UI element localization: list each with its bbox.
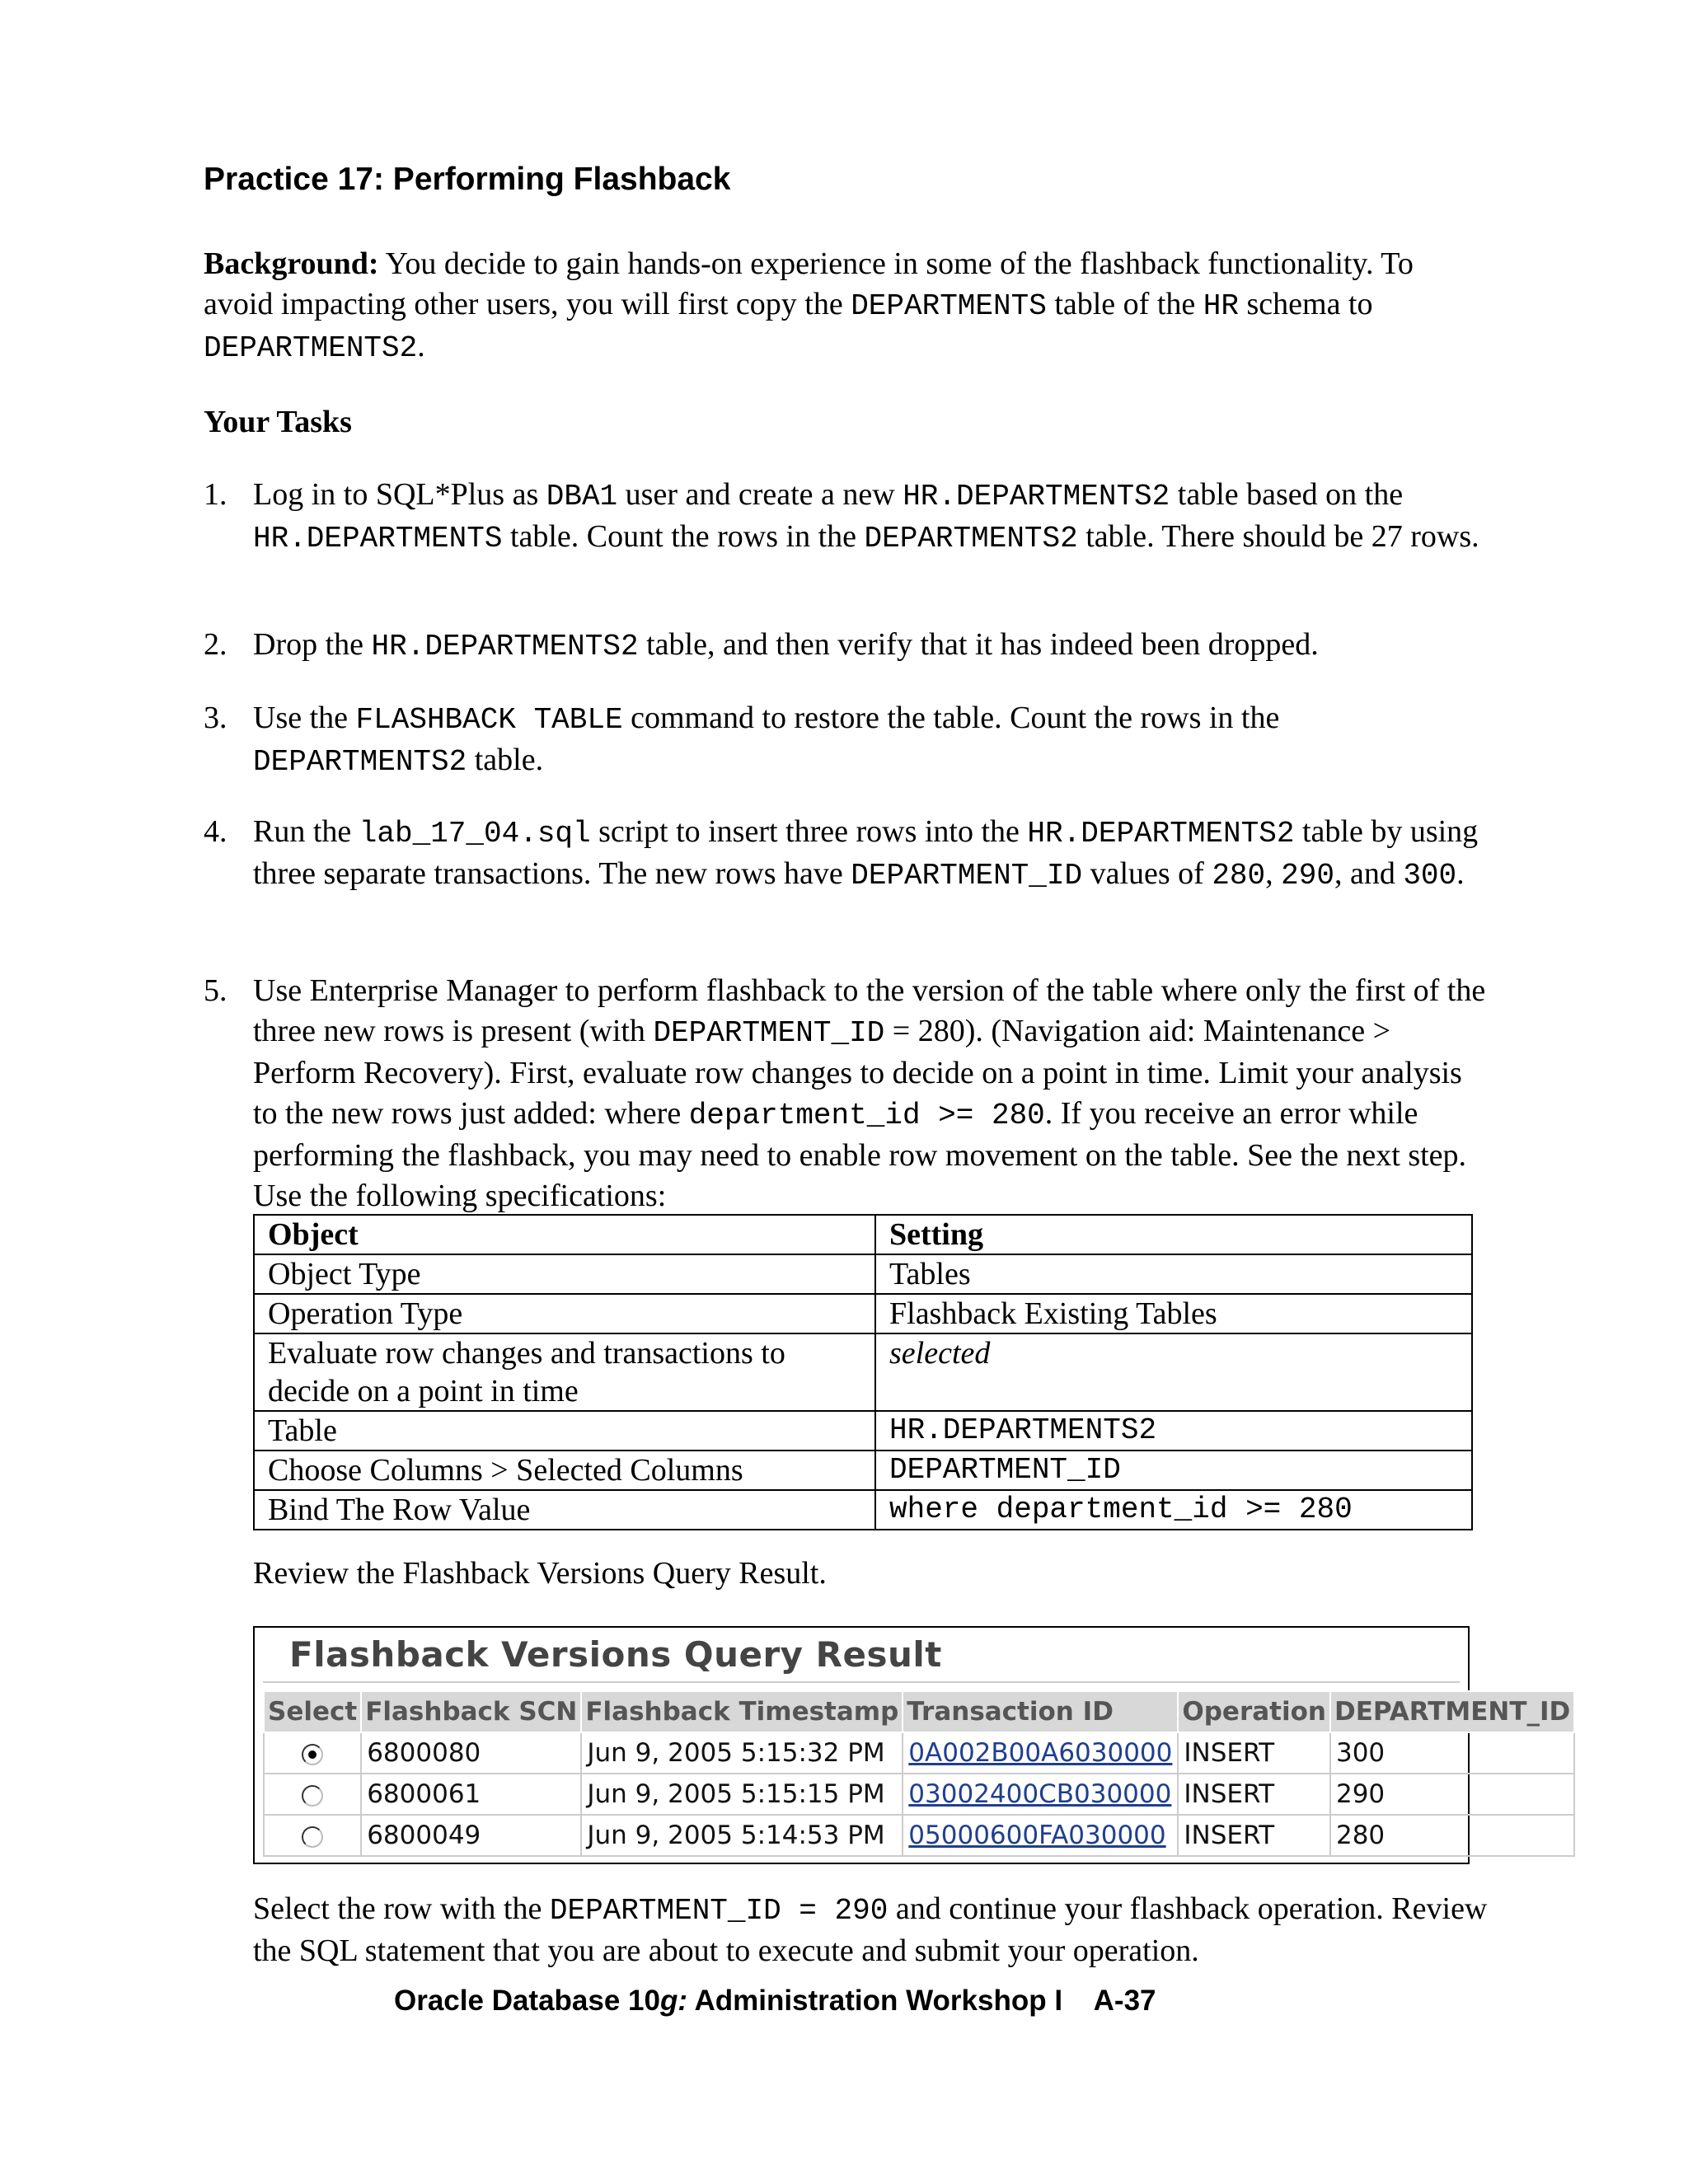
footer-text: Administration Workshop I A-37 — [687, 1985, 1156, 2017]
footer-text: Oracle Database 10 — [394, 1985, 660, 2017]
spec-header-setting: Setting — [875, 1215, 1472, 1254]
fvq-select-cell — [264, 1815, 361, 1856]
task-code: DEPARTMENT_ID — [851, 859, 1083, 893]
task-code: DBA1 — [546, 480, 618, 513]
fvq-divider — [263, 1681, 1460, 1683]
task-code: DEPARTMENT_ID — [653, 1016, 885, 1050]
tasks-heading: Your Tasks — [204, 405, 352, 439]
fvq-scn: 6800061 — [361, 1774, 581, 1815]
spec-object: Evaluate row changes and transactions to decide on a point in time — [254, 1333, 875, 1411]
code-departments: DEPARTMENTS — [851, 289, 1047, 323]
fvq-table — [263, 1690, 1575, 1857]
specifications-table — [253, 1214, 1473, 1530]
task-text: table, and then verify that it has indeed been dropped. — [638, 627, 1319, 662]
background-label: Background: — [204, 246, 379, 281]
page-title: Practice 17: Performing Flashback — [204, 162, 731, 197]
task-text: user and create a new — [617, 477, 903, 512]
fvq-scn: 6800049 — [361, 1815, 581, 1856]
fvq-col-department-id: DEPARTMENT_ID — [1330, 1691, 1574, 1732]
spec-object: Object Type — [254, 1254, 875, 1294]
task-text: values of — [1082, 856, 1212, 891]
task-number: 4. — [204, 814, 227, 849]
task-text: Log in to SQL*Plus as — [253, 477, 546, 512]
closing-paragraph — [253, 1889, 1489, 1971]
task-text: Use Enterprise Manager to perform flashback to the version of the table where only the first of the three new rows is present (with — [253, 973, 1486, 1048]
spec-header-row — [254, 1215, 1472, 1254]
spec-object: Choose Columns > Selected Columns — [254, 1451, 875, 1490]
code-departments2: DEPARTMENTS2 — [204, 331, 418, 365]
fvq-col-transaction: Transaction ID — [903, 1691, 1178, 1732]
closing-text: Select the row with the — [253, 1891, 550, 1926]
task-code: department_id >= 280 — [688, 1099, 1045, 1132]
fvq-operation: INSERT — [1178, 1815, 1330, 1856]
fvq-title: Flashback Versions Query Result — [289, 1634, 942, 1675]
task-code: 290 — [1281, 859, 1334, 893]
review-text: Review the Flashback Versions Query Result. — [253, 1556, 827, 1591]
task-body — [253, 971, 1489, 1216]
transaction-id-link[interactable]: 05000600FA030000 — [908, 1821, 1166, 1850]
fvq-department-id: 300 — [1330, 1732, 1574, 1774]
spec-setting: selected — [875, 1333, 1472, 1411]
fvq-operation: INSERT — [1178, 1774, 1330, 1815]
background-text: You decide to gain hands-on experience in some of the flashback functionality. To avoid impacting other users, you will first copy the — [204, 246, 1414, 321]
task-text: = 280). (Navigation aid: Maintenance > Perform Recovery). First, evaluate row changes to decide on a point in time. Limit your analysis to the new rows just added: where — [253, 1014, 1462, 1131]
page-footer — [394, 1985, 1156, 2018]
task-text: , and — [1334, 856, 1404, 891]
task-text: . If you receive an error while performing the flashback, you may need to enable row movement on the table. See the next step. Use the following specifications: — [253, 1096, 1467, 1213]
task-text: command to restore the table. Count the rows in the — [622, 701, 1280, 735]
task-code: HR.DEPARTMENTS2 — [903, 480, 1170, 513]
task-code: HR.DEPARTMENTS — [253, 522, 503, 555]
row-select-radio[interactable] — [302, 1785, 323, 1807]
spec-object: Table — [254, 1411, 875, 1451]
task-text: Use the — [253, 701, 356, 735]
spec-header-object: Object — [254, 1215, 875, 1254]
task-body — [253, 812, 1489, 896]
task-text: table by using three separate transactions. The new rows have — [253, 814, 1479, 891]
fvq-transaction-cell — [903, 1815, 1178, 1856]
fvq-row — [264, 1774, 1574, 1815]
row-select-radio[interactable] — [302, 1826, 323, 1848]
spec-setting: Tables — [875, 1254, 1472, 1294]
fvq-col-scn: Flashback SCN — [361, 1691, 581, 1732]
task-code: HR.DEPARTMENTS2 — [371, 630, 639, 663]
background-text: table of the — [1046, 287, 1203, 321]
spec-row — [254, 1490, 1472, 1530]
fvq-row — [264, 1815, 1574, 1856]
fvq-select-cell — [264, 1732, 361, 1774]
fvq-timestamp: Jun 9, 2005 5:14:53 PM — [581, 1815, 903, 1856]
spec-row — [254, 1294, 1472, 1333]
fvq-row — [264, 1732, 1574, 1774]
task-text: table based on the — [1170, 477, 1404, 512]
fvq-header-row — [264, 1691, 1574, 1732]
fvq-col-timestamp: Flashback Timestamp — [581, 1691, 903, 1732]
spec-setting: DEPARTMENT_ID — [875, 1451, 1472, 1490]
task-text: . — [1456, 856, 1465, 891]
background-text: . — [417, 329, 425, 363]
task-code: FLASHBACK TABLE — [355, 703, 623, 737]
task-number: 2. — [204, 627, 227, 662]
task-text: Run the — [253, 814, 359, 849]
spec-row — [254, 1254, 1472, 1294]
fvq-scn: 6800080 — [361, 1732, 581, 1774]
task-text: table. There should be 27 rows. — [1077, 519, 1479, 554]
spec-row — [254, 1411, 1472, 1451]
background-paragraph — [204, 244, 1489, 368]
fvq-timestamp: Jun 9, 2005 5:15:15 PM — [581, 1774, 903, 1815]
fvq-operation: INSERT — [1178, 1732, 1330, 1774]
task-number: 5. — [204, 973, 227, 1008]
task-code: 280 — [1212, 859, 1266, 893]
spec-object: Operation Type — [254, 1294, 875, 1333]
task-code: DEPARTMENTS2 — [253, 745, 467, 779]
fvq-department-id: 290 — [1330, 1774, 1574, 1815]
fvq-transaction-cell — [903, 1774, 1178, 1815]
task-body — [253, 698, 1489, 782]
spec-setting: Flashback Existing Tables — [875, 1294, 1472, 1333]
task-code: HR.DEPARTMENTS2 — [1027, 817, 1295, 851]
spec-setting: HR.DEPARTMENTS2 — [875, 1411, 1472, 1451]
fvq-timestamp: Jun 9, 2005 5:15:32 PM — [581, 1732, 903, 1774]
fvq-transaction-cell — [903, 1732, 1178, 1774]
closing-code: DEPARTMENT_ID = 290 — [549, 1894, 889, 1928]
spec-row — [254, 1451, 1472, 1490]
task-text: , — [1265, 856, 1282, 891]
task-text: table. — [467, 743, 544, 777]
transaction-id-link[interactable]: 03002400CB030000 — [908, 1779, 1172, 1809]
task-number: 3. — [204, 701, 227, 735]
fvq-department-id: 280 — [1330, 1815, 1574, 1856]
task-number: 1. — [204, 477, 227, 512]
task-text: script to insert three rows into the — [590, 814, 1028, 849]
footer-italic: g: — [659, 1985, 688, 2017]
fvq-select-cell — [264, 1774, 361, 1815]
transaction-id-link[interactable]: 0A002B00A6030000 — [908, 1738, 1173, 1768]
task-body — [253, 475, 1489, 559]
spec-setting: where department_id >= 280 — [875, 1490, 1472, 1530]
task-code: lab_17_04.sql — [359, 817, 591, 851]
fvq-col-select: Select — [264, 1691, 361, 1732]
code-hr: HR — [1203, 289, 1239, 323]
spec-object: Bind The Row Value — [254, 1490, 875, 1530]
task-code: DEPARTMENTS2 — [864, 522, 1078, 555]
task-text: table. Count the rows in the — [502, 519, 865, 554]
fvq-col-operation: Operation — [1178, 1691, 1330, 1732]
flashback-versions-panel — [253, 1626, 1571, 1864]
closing-text: and continue your flashback operation. Review the SQL statement that you are about to execute and submit your operation. — [253, 1891, 1488, 1968]
task-body — [253, 625, 1489, 667]
task-code: 300 — [1403, 859, 1457, 893]
task-text: Drop the — [253, 627, 372, 662]
spec-row — [254, 1333, 1472, 1411]
background-text: schema to — [1238, 287, 1373, 321]
row-select-radio[interactable] — [302, 1744, 323, 1765]
